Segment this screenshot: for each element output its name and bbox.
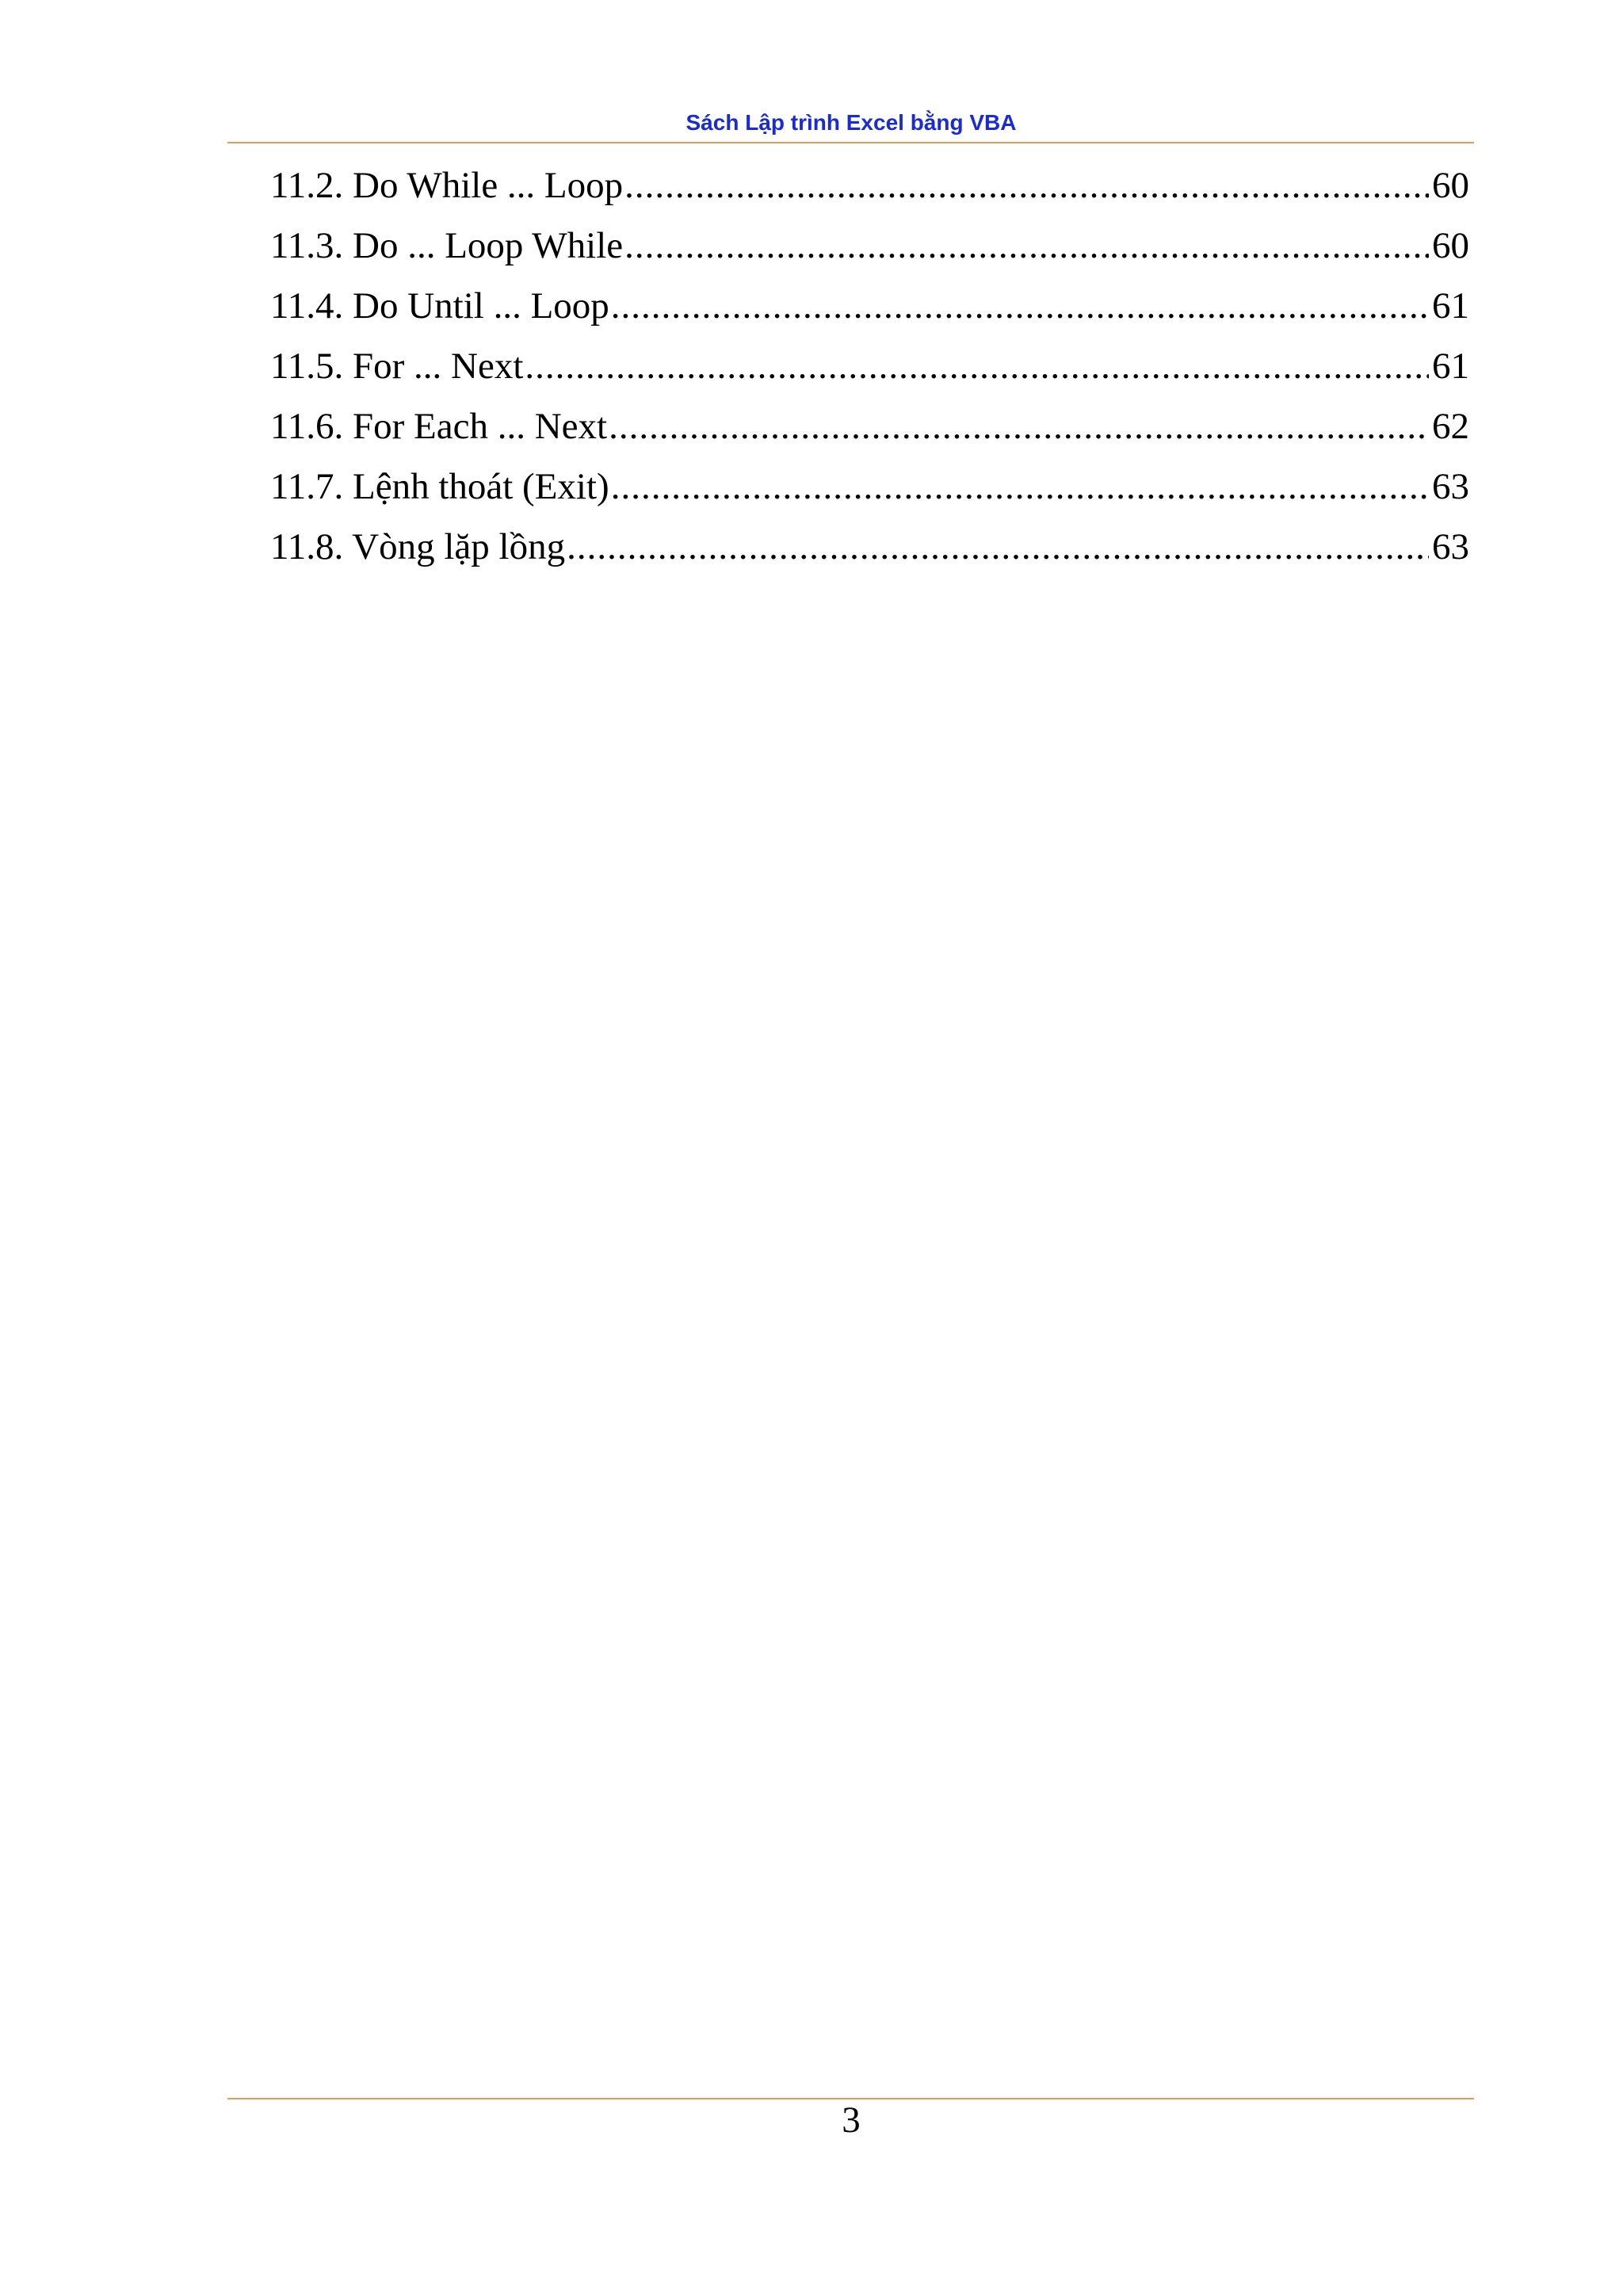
toc-entry[interactable]: [270, 457, 1469, 517]
toc-entry[interactable]: [270, 216, 1469, 276]
header-divider: [227, 142, 1474, 143]
toc-dot-leader: [611, 457, 1429, 517]
toc-dot-leader: [567, 517, 1429, 577]
toc-entry-page: 60: [1432, 225, 1469, 266]
toc-entry-label: 11.2. Do While ... Loop: [270, 165, 624, 206]
toc-entry-label: 11.3. Do ... Loop While: [270, 225, 624, 266]
toc-entry-label: 11.4. Do Until ... Loop: [270, 285, 609, 327]
toc-entry[interactable]: [270, 396, 1469, 457]
toc-entry[interactable]: [270, 517, 1469, 577]
toc-entry[interactable]: [270, 336, 1469, 396]
toc-entry[interactable]: [270, 155, 1469, 216]
page-number: 3: [842, 2099, 861, 2141]
toc-entry-label: 11.5. For ... Next: [270, 346, 524, 387]
toc-entry-page: 62: [1432, 406, 1469, 447]
toc-dot-leader: [609, 396, 1429, 457]
toc-entry-label: 11.8. Vòng lặp lồng: [270, 526, 566, 567]
table-of-contents: [270, 155, 1469, 577]
toc-dot-leader: [611, 276, 1429, 336]
toc-entry-page: 61: [1432, 285, 1469, 327]
toc-entry[interactable]: [270, 276, 1469, 336]
toc-entry-page: 63: [1432, 466, 1469, 507]
toc-dot-leader: [624, 155, 1429, 216]
toc-dot-leader: [624, 216, 1429, 276]
toc-entry-page: 63: [1432, 526, 1469, 567]
toc-entry-label: 11.7. Lệnh thoát (Exit): [270, 466, 609, 507]
toc-entry-label: 11.6. For Each ... Next: [270, 406, 608, 447]
toc-entry-page: 60: [1432, 165, 1469, 206]
toc-entry-page: 61: [1432, 346, 1469, 387]
toc-dot-leader: [525, 336, 1429, 396]
running-header-title: Sách Lập trình Excel bằng VBA: [685, 110, 1017, 135]
